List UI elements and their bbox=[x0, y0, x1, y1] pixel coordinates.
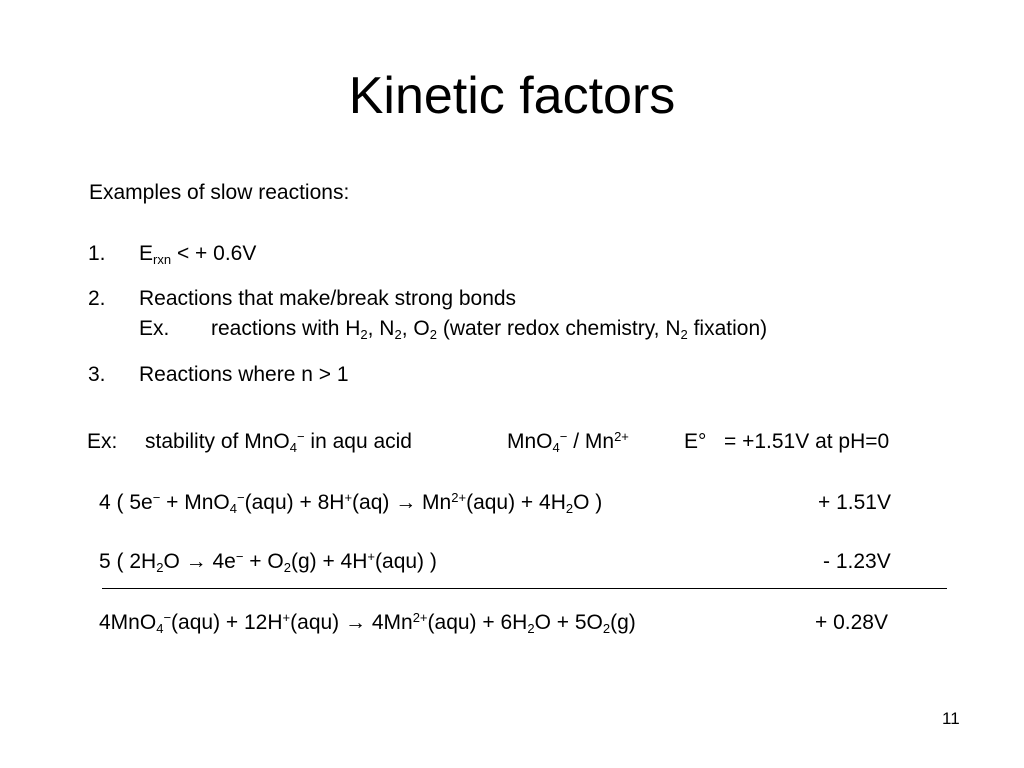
example-couple: $MnO_4^- / Mn^{2+}$ bbox=[507, 428, 629, 456]
half-reaction-2: 5 ( $2H_2O \to 4e^- + O_2(g) + 4H^+(aqu)$ ) bbox=[99, 548, 437, 576]
example-label: Ex: bbox=[87, 430, 118, 453]
example-potential-value: = +1.51V at pH=0 bbox=[724, 430, 890, 453]
example-stability: stability of MnO$_4$− in aqu acid bbox=[145, 428, 412, 456]
half-reaction-1: 4 ( $5e^- + MnO_4^-(aqu) + 8H^+(aq) \to Mn^{2+}(aqu) + 4H_2O$ ) bbox=[99, 489, 603, 517]
half-reaction-1-voltage: + 1.51V bbox=[818, 491, 891, 514]
sum-divider bbox=[102, 588, 947, 589]
overall-reaction-voltage: + 0.28V bbox=[815, 611, 888, 634]
list-item-3: Reactions where n > 1 bbox=[139, 363, 349, 386]
list-item-2: Reactions that make/break strong bonds bbox=[139, 287, 517, 310]
half-reaction-2-voltage: - 1.23V bbox=[823, 550, 891, 573]
list-item-1: $E_{rxn}$ < + 0.6V bbox=[139, 242, 257, 268]
list-number-2: 2. bbox=[88, 287, 106, 310]
list-number-1: 1. bbox=[88, 242, 106, 265]
intro-text: Examples of slow reactions: bbox=[89, 181, 350, 204]
page-number: 11 bbox=[942, 709, 960, 728]
list-item-2-example-label: Ex. bbox=[139, 317, 170, 340]
list-number-3: 3. bbox=[88, 363, 106, 386]
example-potential-symbol: E° bbox=[684, 430, 707, 453]
slide-title: Kinetic factors bbox=[348, 67, 676, 125]
overall-reaction: $4MnO_4^-(aqu) + 12H^+(aqu) \to 4Mn^{2+}(aqu) + 6H_2O + 5O_2(g)$ bbox=[99, 609, 636, 637]
list-item-2-example: reactions with $H_2$, $N_2$, $O_2$ (water redox chemistry, $N_2$ fixation) bbox=[211, 317, 768, 343]
